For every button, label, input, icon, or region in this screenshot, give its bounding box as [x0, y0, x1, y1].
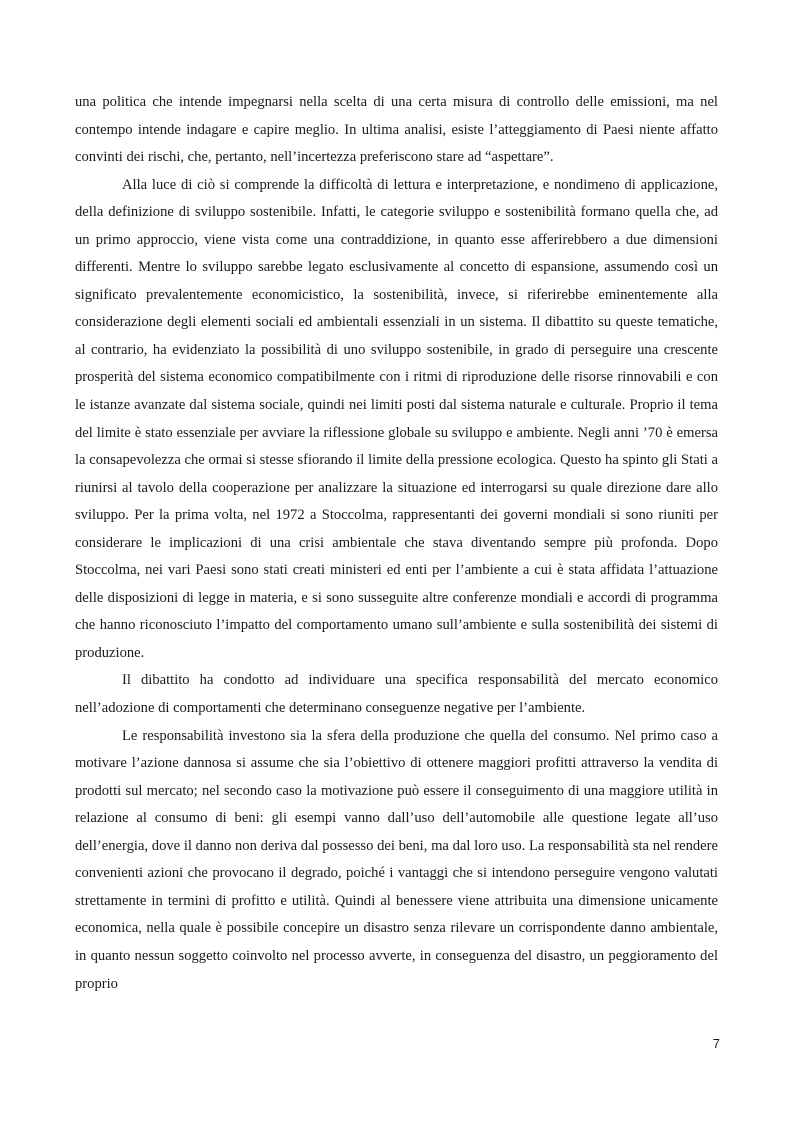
- paragraph-sustainable-development: Alla luce di ciò si comprende la difficoltà di lettura e interpretazione, e nondimeno di applicazione, della definizione di sviluppo sostenibile. Infatti, le categorie sviluppo e sostenibilità formano quella che, ad un primo approccio, viene vista come una contraddizione, in quanto esse afferirebbero a due dimensioni differenti. Mentre lo sviluppo sarebbe legato esclusivamente al concetto di espansione, assumendo così un significato prevalentemente economicistico, la sostenibilità, invece, si riferirebbe eminentemente alla considerazione degli elementi sociali ed ambientali essenziali in un sistema. Il dibattito su queste tematiche, al contrario, ha evidenziato la possibilità di uno sviluppo sostenibile, in grado di perseguire una crescente prosperità del sistema economico compatibilmente con i ritmi di riproduzione delle risorse rinnovabili e con le istanze avanzate dal sistema sociale, quindi nei limiti posti dal sistema naturale e culturale. Proprio il tema del limite è stato essenziale per avviare la riflessione globale su sviluppo e ambiente. Negli anni ’70 è emersa la consapevolezza che ormai si stesse sfiorando il limite della pressione ecologica. Questo ha spinto gli Stati a riunirsi al tavolo della cooperazione per analizzare la situazione ed interrogarsi su quale direzione dare allo sviluppo. Per la prima volta, nel 1972 a Stoccolma, rappresentanti dei governi mondiali si sono riuniti per considerare le implicazioni di una crisi ambientale che stava diventando sempre più profonda. Dopo Stoccolma, nei vari Paesi sono stati creati ministeri ed enti per l’ambiente a cui è stata affidata l’attuazione delle disposizioni di legge in materia, e si sono susseguite altre conferenze mondiali e accordi di programma che hanno riconosciuto l’impatto del comportamento umano sull’ambiente e sulla sostenibilità dei sistemi di produzione.: [75, 176, 718, 661]
- paragraph-market-responsibility: Il dibattito ha condotto ad individuare una specifica responsabilità del mercato economico nell’adozione di comportamenti che determinano conseguenze negative per l’ambiente.: [75, 672, 718, 717]
- page-number: 7: [712, 1036, 720, 1051]
- paragraph-continuation: una politica che intende impegnarsi nella scelta di una certa misura di controllo delle emissioni, ma nel contempo intende indagare e capire meglio. In ultima analisi, esiste l’atteggiamento di Paesi niente affatto convinti dei rischi, che, pertanto, nell’incertezza preferiscono stare ad “aspettare”.: [75, 94, 718, 166]
- paragraph-production-consumption: Le responsabilità investono sia la sfera della produzione che quella del consumo. Nel primo caso a motivare l’azione dannosa si assume che sia l’obiettivo di ottenere maggiori profitti attraverso la vendita di prodotti sul mercato; nel secondo caso la motivazione può essere il conseguimento di una maggiore utilità in relazione al consumo di beni: gli esempi vanno dall’uso dell’automobile alle questione legate all’uso dell’energia, dove il danno non deriva dal possesso dei beni, ma dal loro uso. La responsabilità sta nel rendere convenienti azioni che provocano il degrado, poiché i vantaggi che si intendono perseguire vengono valutati strettamente in termini di profitto e utilità. Quindi al benessere viene attribuita una dimensione unicamente economica, nella quale è possibile concepire un disastro senza rilevare un corrispondente danno ambientale, in quanto nessun soggetto coinvolto nel processo avverte, in conseguenza del disastro, un peggioramento del proprio: [75, 727, 718, 992]
- document-page: [75, 89, 718, 998]
